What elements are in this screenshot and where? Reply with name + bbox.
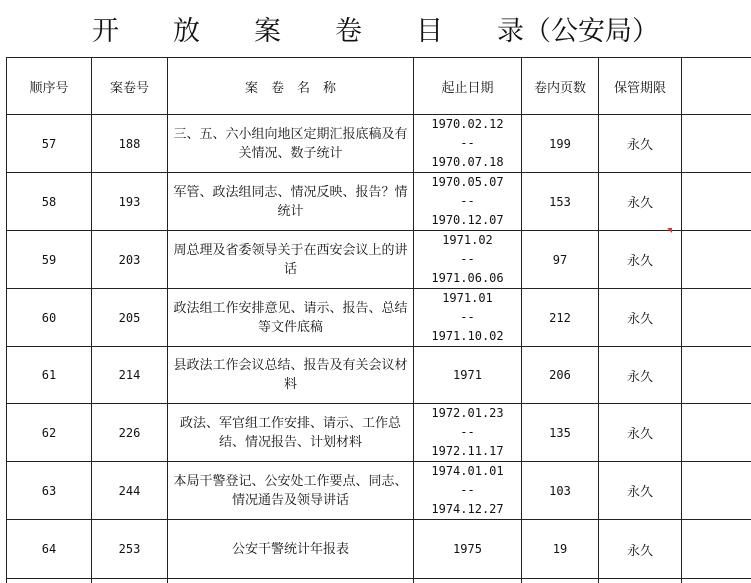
cell-retention[interactable]: 永久 — [599, 115, 682, 173]
cell-dates[interactable] — [414, 115, 522, 173]
date-end: 1970.12.07 — [431, 213, 503, 227]
cell-name[interactable]: 公安干警统计年报表 — [168, 520, 414, 579]
cell-empty[interactable] — [682, 404, 751, 462]
header-name[interactable]: 案 卷 名 称 — [168, 58, 414, 115]
cell-pages[interactable]: 199 — [522, 115, 599, 173]
cell-seq[interactable]: 62 — [7, 404, 92, 462]
table-row-partial — [7, 579, 751, 583]
date-start: 1970.05.07 — [431, 175, 503, 189]
table-row — [7, 231, 751, 289]
cell-file-no[interactable]: 214 — [92, 347, 168, 404]
cell-retention[interactable]: 永久 — [599, 462, 682, 520]
cell-dates[interactable] — [414, 231, 522, 289]
cell-retention[interactable]: 永久 — [599, 347, 682, 404]
date-start: 1971.02 — [442, 233, 493, 247]
cell-empty[interactable] — [92, 579, 168, 583]
date-separator: -- — [460, 194, 474, 208]
cell-dates[interactable] — [414, 289, 522, 347]
cell-empty[interactable] — [414, 579, 522, 583]
cell-seq[interactable]: 63 — [7, 462, 92, 520]
date-separator: -- — [460, 136, 474, 150]
cell-name[interactable]: 军管、政法组同志、情况反映、报告？情统计 — [168, 173, 414, 231]
cell-name[interactable]: 周总理及省委领导关于在西安会议上的讲话 — [168, 231, 414, 289]
cell-retention[interactable]: 永久 — [599, 520, 682, 579]
cell-file-no[interactable]: 244 — [92, 462, 168, 520]
cell-file-no[interactable]: 253 — [92, 520, 168, 579]
cell-seq[interactable]: 60 — [7, 289, 92, 347]
cell-empty[interactable] — [522, 579, 599, 583]
date-start: 1970.02.12 — [431, 117, 503, 131]
table-row — [7, 462, 751, 520]
cell-seq[interactable]: 59 — [7, 231, 92, 289]
cell-pages[interactable]: 103 — [522, 462, 599, 520]
date-start: 1974.01.01 — [431, 464, 503, 478]
cell-empty[interactable] — [599, 579, 682, 583]
table-row — [7, 404, 751, 462]
cell-empty[interactable] — [7, 579, 92, 583]
cell-name[interactable]: 政法、军官组工作安排、请示、工作总结、情况报告、计划材料 — [168, 404, 414, 462]
cell-name[interactable]: 本局干警登记、公安处工作要点、同志、情况通告及领导讲话 — [168, 462, 414, 520]
cell-empty[interactable] — [682, 520, 751, 579]
cell-pages[interactable]: 19 — [522, 520, 599, 579]
cell-dates[interactable] — [414, 404, 522, 462]
table-row — [7, 289, 751, 347]
table-row — [7, 173, 751, 231]
comment-indicator-icon[interactable] — [667, 228, 672, 233]
cell-retention[interactable]: 永久 — [599, 404, 682, 462]
cell-dates[interactable]: 1971 — [414, 347, 522, 404]
header-retention[interactable]: 保管期限 — [599, 58, 682, 115]
cell-seq[interactable]: 58 — [7, 173, 92, 231]
date-separator: -- — [460, 425, 474, 439]
cell-pages[interactable]: 212 — [522, 289, 599, 347]
table-row — [7, 520, 751, 579]
date-separator: -- — [460, 252, 474, 266]
cell-retention[interactable]: 永久 — [599, 231, 682, 289]
header-empty-cell[interactable] — [682, 58, 751, 115]
table-row — [7, 347, 751, 404]
cell-file-no[interactable]: 203 — [92, 231, 168, 289]
cell-seq[interactable]: 57 — [7, 115, 92, 173]
cell-pages[interactable]: 153 — [522, 173, 599, 231]
cell-retention[interactable]: 永久 — [599, 173, 682, 231]
cell-empty[interactable] — [682, 579, 751, 583]
cell-file-no[interactable]: 205 — [92, 289, 168, 347]
cell-name[interactable]: 三、五、六小组向地区定期汇报底稿及有关情况、数子统计 — [168, 115, 414, 173]
cell-dates[interactable]: 1975 — [414, 520, 522, 579]
date-start: 1972.01.23 — [431, 406, 503, 420]
cell-name[interactable]: 政法组工作安排意见、请示、报告、总结等文件底稿 — [168, 289, 414, 347]
cell-empty[interactable] — [682, 462, 751, 520]
date-start: 1971.01 — [442, 291, 493, 305]
cell-file-no[interactable]: 188 — [92, 115, 168, 173]
date-end: 1970.07.18 — [431, 155, 503, 169]
date-separator: -- — [460, 310, 474, 324]
cell-seq[interactable]: 61 — [7, 347, 92, 404]
page-title: 开 放 案 卷 目 录（公安局） — [0, 0, 751, 57]
header-file-no[interactable]: 案卷号 — [92, 58, 168, 115]
header-seq[interactable]: 顺序号 — [7, 58, 92, 115]
cell-pages[interactable]: 97 — [522, 231, 599, 289]
cell-dates[interactable] — [414, 462, 522, 520]
header-dates[interactable]: 起止日期 — [414, 58, 522, 115]
cell-file-no[interactable]: 226 — [92, 404, 168, 462]
cell-empty[interactable] — [682, 173, 751, 231]
cell-retention[interactable]: 永久 — [599, 289, 682, 347]
cell-empty[interactable] — [168, 579, 414, 583]
header-pages[interactable]: 卷内页数 — [522, 58, 599, 115]
cell-empty[interactable] — [682, 289, 751, 347]
cell-file-no[interactable]: 193 — [92, 173, 168, 231]
cell-dates[interactable] — [414, 173, 522, 231]
header-row — [7, 58, 751, 115]
cell-empty[interactable] — [682, 231, 751, 289]
cell-pages[interactable]: 135 — [522, 404, 599, 462]
date-end: 1971.06.06 — [431, 271, 503, 285]
cell-empty[interactable] — [682, 347, 751, 404]
cell-name[interactable]: 县政法工作会议总结、报告及有关会议材料 — [168, 347, 414, 404]
date-end: 1971.10.02 — [431, 329, 503, 343]
cell-seq[interactable]: 64 — [7, 520, 92, 579]
cell-empty[interactable] — [682, 115, 751, 173]
date-separator: -- — [460, 483, 474, 497]
cell-pages[interactable]: 206 — [522, 347, 599, 404]
catalog-table — [6, 57, 751, 583]
date-end: 1974.12.27 — [431, 502, 503, 516]
table-row — [7, 115, 751, 173]
date-end: 1972.11.17 — [431, 444, 503, 458]
